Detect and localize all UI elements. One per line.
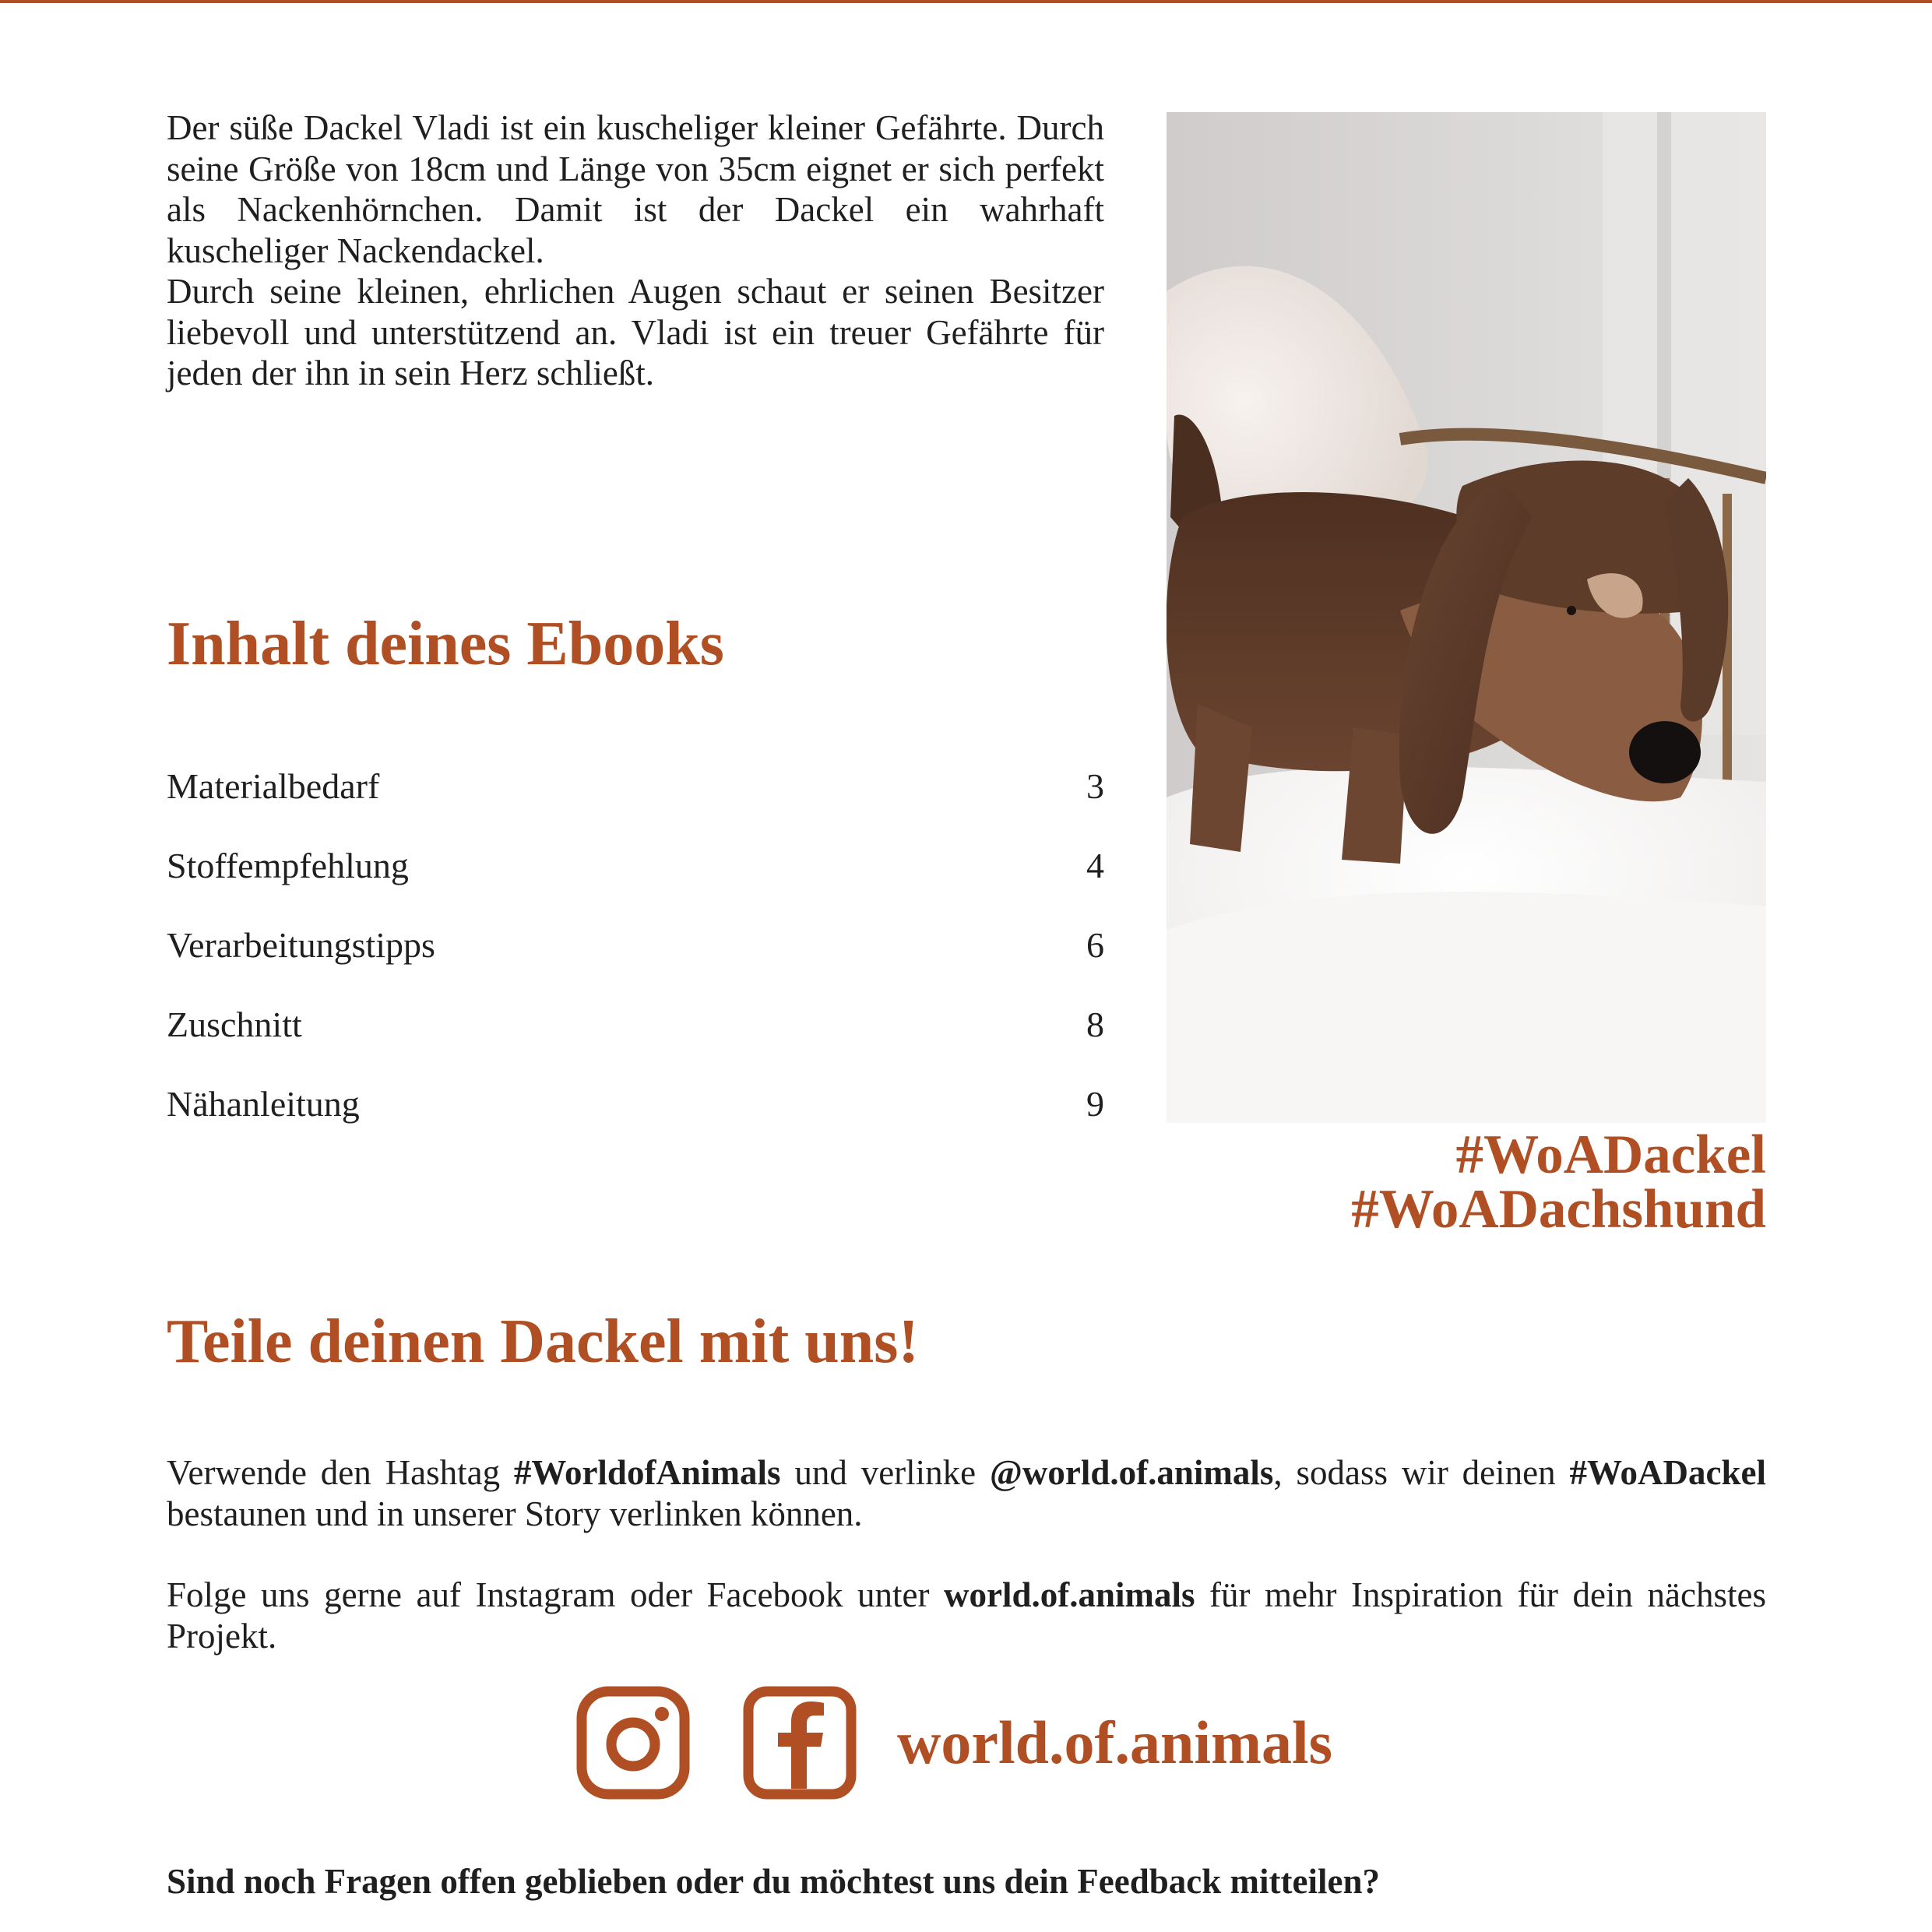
intro-text: [167, 107, 1104, 394]
dachshund-photo: [1167, 112, 1766, 1123]
toc-item[interactable]: [167, 1005, 1104, 1085]
hashtag-woadackel-inline: #WoADackel: [1569, 1453, 1766, 1492]
toc-item-page: 8: [1086, 1005, 1104, 1044]
table-of-contents: [167, 767, 1104, 1164]
share-text-segment: Folge uns gerne auf Instagram oder Facebook unter: [167, 1575, 944, 1614]
social-links: [576, 1686, 1332, 1800]
hashtag-block: [1167, 1124, 1766, 1240]
toc-item-page: 3: [1086, 766, 1104, 806]
instagram-icon[interactable]: [576, 1686, 690, 1800]
top-accent-rule: [0, 0, 1932, 3]
share-text-segment: bestaunen und in unserer Story verlinken können.: [167, 1494, 863, 1533]
intro-paragraph-1: Der süße Dackel Vladi ist ein kuscheliger kleiner Gefährte. Durch seine Größe von 18cm und Länge von 35cm eignet er sich perfekt als Nackenhörnchen. Damit ist der Dackel ein wahrhaft kuscheliger Nackendackel.: [167, 108, 1104, 270]
share-paragraph-2: [167, 1575, 1766, 1656]
hashtag-woadachshund: #WoADachshund: [1351, 1179, 1766, 1240]
toc-item-page: 4: [1086, 846, 1104, 885]
toc-item-page: 6: [1086, 925, 1104, 965]
share-title: Teile deinen Dackel mit uns!: [167, 1307, 919, 1376]
share-text-segment: und verlinke: [780, 1453, 990, 1492]
facebook-icon[interactable]: [743, 1686, 857, 1800]
share-paragraph-1: [167, 1452, 1766, 1534]
toc-item[interactable]: [167, 926, 1104, 1005]
toc-item-page: 9: [1086, 1084, 1104, 1124]
toc-title: Inhalt deines Ebooks: [167, 610, 724, 678]
share-text-segment: für mehr Inspiration für dein nächstes Projekt.: [167, 1575, 1766, 1656]
toc-item[interactable]: [167, 767, 1104, 846]
toc-item-label: Verarbeitungstipps: [167, 925, 435, 965]
social-handle-inline: world.of.animals: [943, 1575, 1195, 1614]
toc-item-label: Nähanleitung: [167, 1084, 360, 1124]
instagram-handle-mention: @world.of.animals: [989, 1453, 1274, 1492]
toc-item-label: Materialbedarf: [167, 766, 380, 806]
feedback-question: Sind noch Fragen offen geblieben oder du möchtest uns dein Feedback mitteilen?: [167, 1862, 1380, 1901]
hashtag-woadackel: #WoADackel: [1455, 1124, 1766, 1185]
hashtag-worldofanimals: #WorldofAnimals: [513, 1453, 781, 1492]
social-handle[interactable]: world.of.animals: [897, 1709, 1333, 1776]
share-text-segment: Verwende den Hashtag: [167, 1453, 514, 1492]
toc-item-label: Stoffempfehlung: [167, 846, 409, 885]
toc-item[interactable]: [167, 1085, 1104, 1164]
intro-paragraph-2: Durch seine kleinen, ehrlichen Augen schaut er seinen Besitzer liebevoll und unterstützend an. Vladi ist ein treuer Gefährte für jeden der ihn in sein Herz schließt.: [167, 272, 1104, 392]
toc-item-label: Zuschnitt: [167, 1005, 302, 1044]
share-text-segment: , sodass wir deinen: [1273, 1453, 1570, 1492]
toc-item[interactable]: [167, 846, 1104, 926]
